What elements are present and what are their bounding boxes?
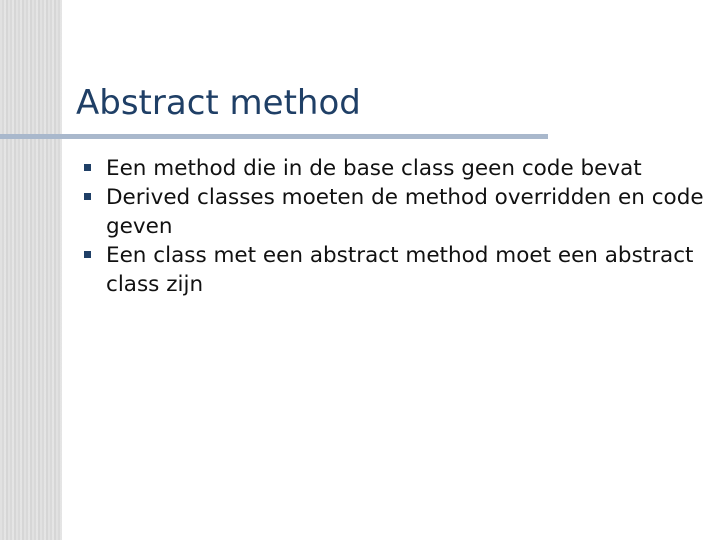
bullet-text: Een class met een abstract method moet een abstract class zijn: [106, 243, 694, 297]
bullet-text: Een method die in de base class geen code bevat: [106, 156, 642, 181]
bullet-item: [78, 183, 708, 241]
bullet-item: [78, 154, 708, 183]
slide-title: Abstract method: [76, 83, 361, 123]
bullet-list: [78, 154, 708, 299]
square-bullet-icon: [84, 164, 91, 171]
bullet-text: Derived classes moeten de method overridden en code geven: [106, 185, 704, 239]
left-texture-band: [0, 0, 62, 540]
square-bullet-icon: [84, 251, 91, 258]
square-bullet-icon: [84, 193, 91, 200]
title-underline: [0, 134, 548, 139]
bullet-item: [78, 241, 708, 299]
